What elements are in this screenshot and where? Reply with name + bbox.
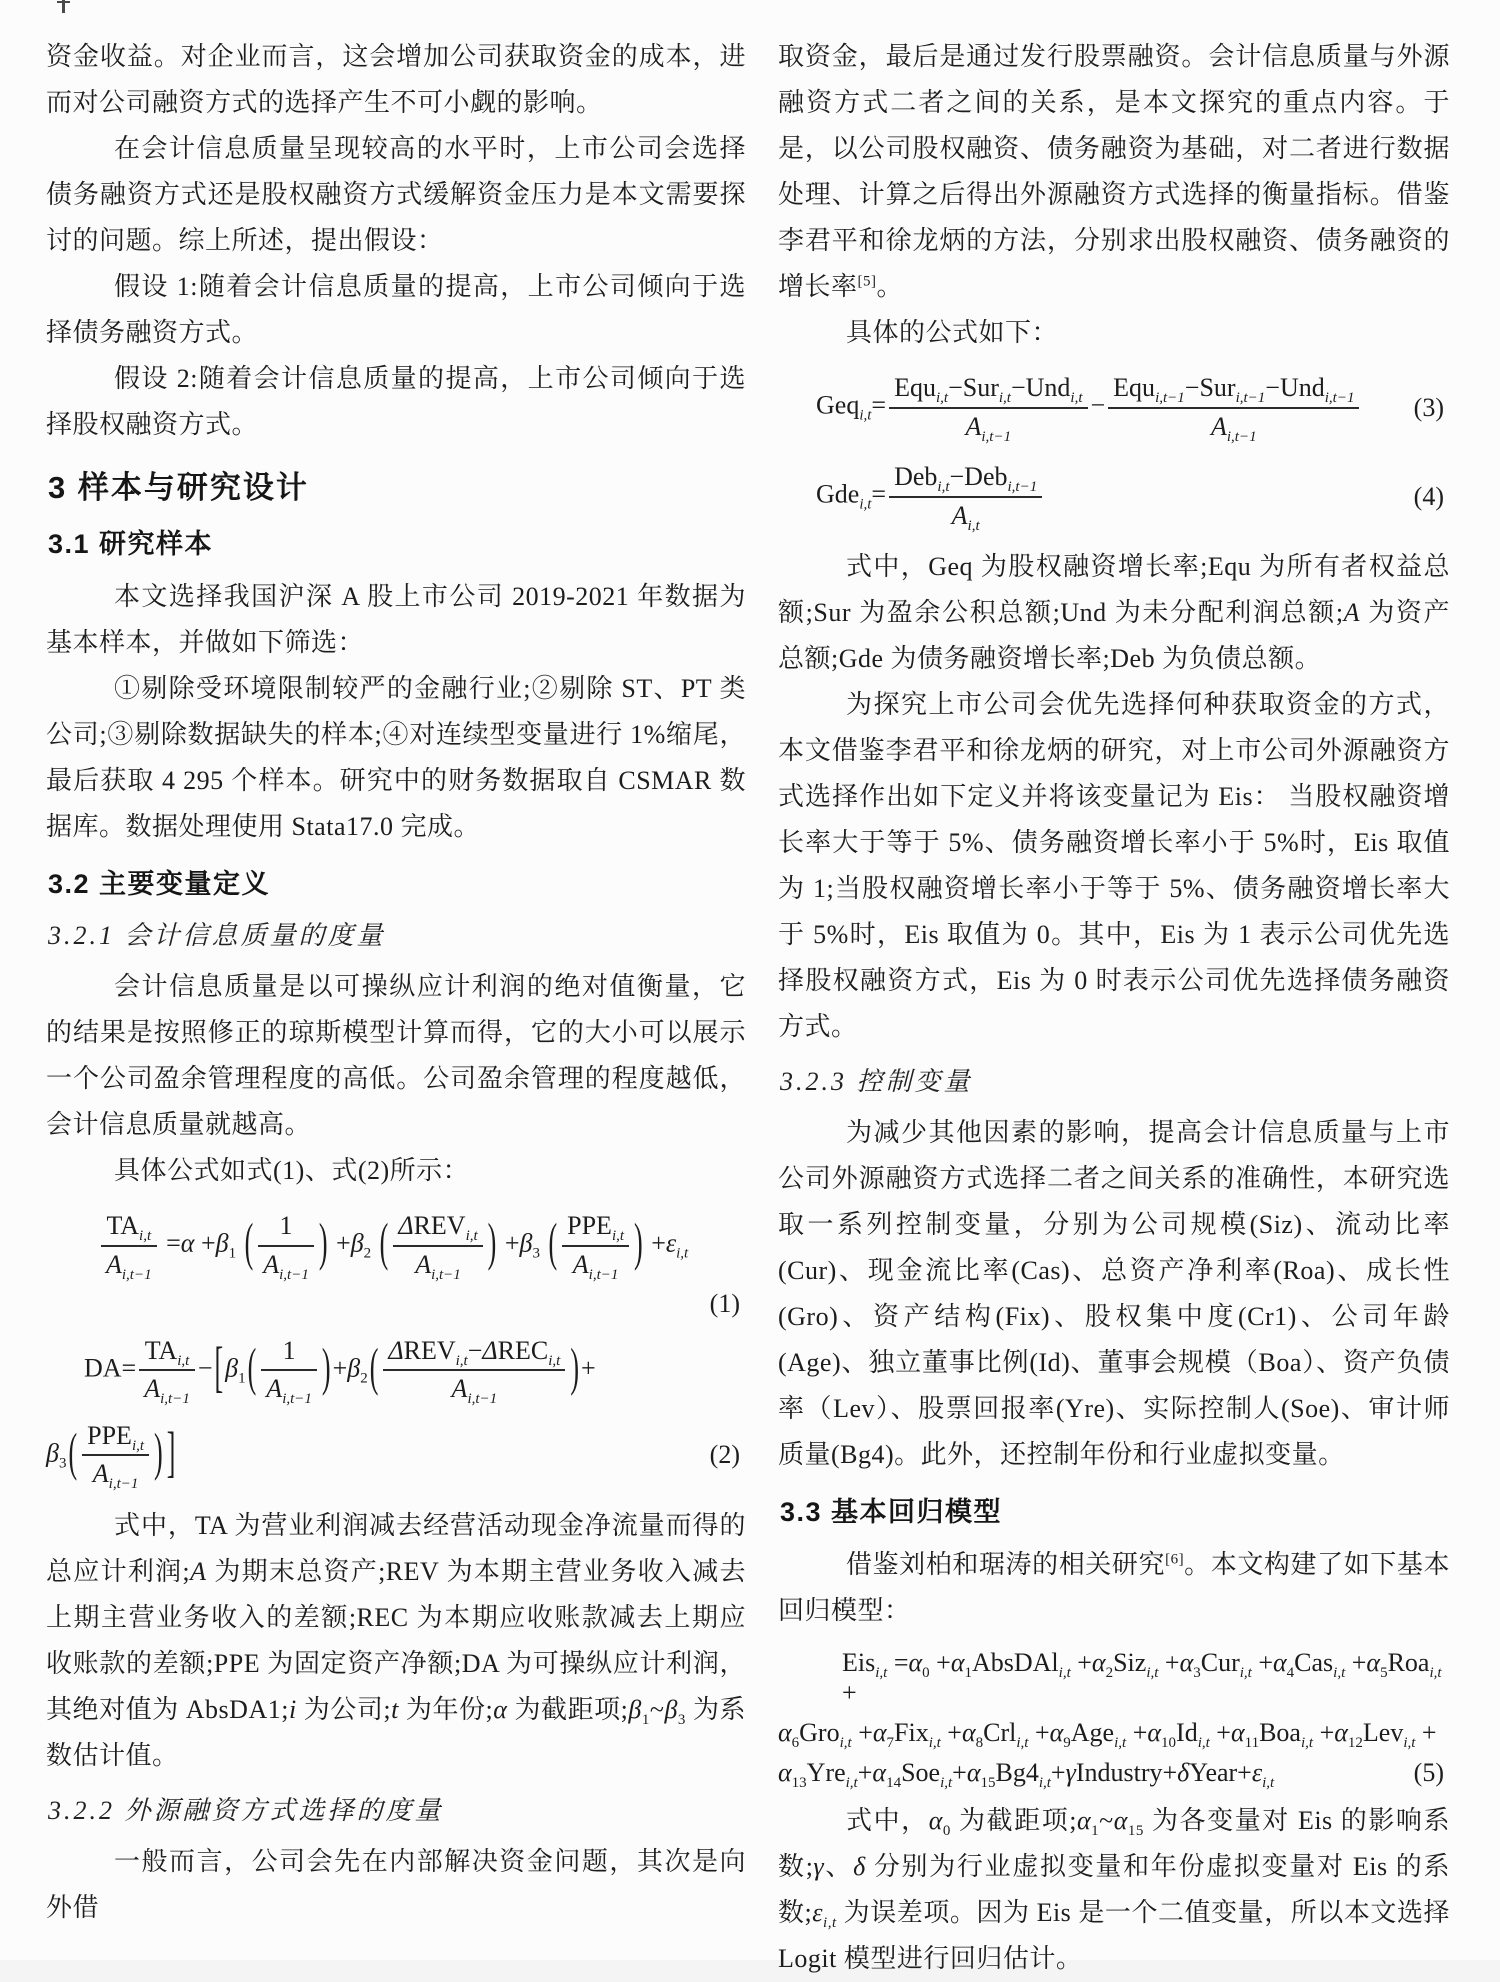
para-model-variable-definitions: 式中，$\alpha_0$ 为截距项$;\alpha_1\sim\alpha_{15}$ 为各变量对 Eis 的影响系数;γ、δ 分别为行业虚拟变量和年份虚拟变量对 Eis 的系数$;\varepsilon_{i,t}$ 为误差项。因为 Eis 是一个二值变量，所以本文选择 Logit 模型进行回归估计。 bbox=[778, 1805, 1450, 1973]
formula-5-expression-line3: $\alpha_{13}Yre_{i,t}+\alpha_{14}Soe_{i,t}+\alpha_{15}Bg4_{i,t}+\gamma Industry+\delta Year+\varepsilon_{i,t}$ bbox=[778, 1757, 1275, 1791]
two-column-layout bbox=[46, 34, 1450, 1982]
formula-5-number: (5) bbox=[1413, 1757, 1444, 1787]
para-eis-definition: 为探究上市公司会优先选择何种获取资金的方式，本文借鉴李君平和徐龙炳的研究，对上市公司外源融资方式选择作出如下定义并将该变量记为 Eis： 当股权融资增长率大于等于 5%、债务融资增长率小于 5%时，Eis 取值为 1;当股权融资增长率小于等于 5%、债务融资增长率大于 5%时，Eis 取值为 0。其中，Eis 为 1 表示公司优先选择股权融资方式，Eis 为 0 时表示公司优先选择债务融资方式。 bbox=[778, 690, 1450, 1041]
para-financing-order-continued: 取资金，最后是通过发行股票融资。会计信息质量与外源融资方式二者之间的关系，是本文探究的重点内容。于是，以公司股权融资、债务融资为基础，对二者进行数据处理、计算之后得出外源融资方式选择的衡量指标。借鉴李君平和徐龙炳的方法，分别求出股权融资、债务融资的增长率[5]。 bbox=[778, 42, 1450, 301]
para-formula34-variable-definitions: 式中，Geq 为股权融资增长率;Equ 为所有者权益总额;Sur 为盈余公积总额;Und 为未分配利润总额;A 为资产总额;Gde 为债务融资增长率;Deb 为负债总额。 bbox=[778, 552, 1450, 673]
para-hypothesis-2: 假设 2:随着会计信息质量的提高，上市公司倾向于选择股权融资方式。 bbox=[46, 364, 746, 439]
formula-1-expression: $TA_{i,t}$ $A_{i,t-1}$ $=\alpha +\beta_1$ ( $\frac{1}{A_{i,t-1}}$ ) $+\beta_2$ ( $\Delta REV_{i,t}$ $A_{i,t-1}$ ) $+\beta_3$ ( $PPE_{i,t}$ $A_{i,t-1}$ ) $+\varepsilon_{i,t}$ bbox=[46, 1208, 746, 1283]
right-column bbox=[778, 34, 1450, 1982]
formula-5-expression-line1: $Eis_{i,t} =\alpha_0$ $+\alpha_1AbsDAl_{i,t} +\alpha_2Siz_{i,t} +\alpha_3Cur_{i,t} +\alpha_4Cas_{i,t} +\alpha_5Roa_{i,t}$ + bbox=[842, 1648, 1442, 1707]
heading-3-3-regression-model: 3.3 基本回归模型 bbox=[780, 1497, 1003, 1527]
heading-3-2-2-external-financing-measure: 3.2.2 外源融资方式选择的度量 bbox=[48, 1795, 444, 1825]
formula-4 bbox=[778, 459, 1450, 534]
para-intro-continued: 资金收益。对企业而言，这会增加公司获取资金的成本，进而对公司融资方式的选择产生不可小觑的影响。 bbox=[46, 42, 746, 117]
heading-section-3: 3 样本与研究设计 bbox=[48, 470, 309, 505]
formula-1 bbox=[46, 1208, 746, 1319]
para-hypothesis-1: 假设 1:随着会计信息质量的提高，上市公司倾向于选择债务融资方式。 bbox=[46, 272, 746, 347]
formula-5-expression-line2: $\alpha_6Gro_{i,t} +\alpha_7Fix_{i,t} +\alpha_8Crl_{i,t} +\alpha_9Age_{i,t} +\alpha_{10}Id_{i,t} +\alpha_{11}Boa_{i,t} +\alpha_{12}Lev_{i,t}$ + bbox=[778, 1717, 1437, 1751]
formula-4-number: (4) bbox=[1413, 481, 1444, 511]
formula-3-expression: Geq$_{i,t}$= Equ$_{i,t}$−Sur$_{i,t}$−Und$_{i,t}$ $A_{i,t-1}$ − Equ$_{i,t-1}$−Sur$_{i,t-1}$−Und$_{i,t-1}$ $A_{i,t-1}$ bbox=[778, 370, 1362, 445]
scan-corner-mark bbox=[62, 0, 65, 13]
para-formula-variable-definitions: 式中，TA 为营业利润减去经营活动现金净流量而得的总应计利润;A 为期末总资产;REV 为本期主营业务收入减去上期主营业务收入的差额;REC 为本期应收账款减去上期应收账款的差额;PPE 为固定资产净额;DA 为可操纵应计利润， 其绝对值为 AbsDA1;i 为公司;t 为年份;α 为截距项$;\beta_1\sim\beta_3$ 为系数估计值。 bbox=[46, 1510, 746, 1770]
para-hypothesis-lead: 在会计信息质量呈现较高的水平时，上市公司会选择债务融资方式还是股权融资方式缓解资金压力是本文需要探讨的问题。综上所述，提出假设： bbox=[46, 134, 746, 255]
para-external-financing-intro: 一般而言，公司会先在内部解决资金问题，其次是向外借 bbox=[46, 1846, 746, 1922]
para-sample-filters: ①剔除受环境限制较严的金融行业;②剔除 ST、PT 类公司;③剔除数据缺失的样本;④对连续型变量进行 1%缩尾，最后获取 4 295 个样本。研究中的财务数据取自 CSMAR 数据库。数据处理使用 Stata17.0 完成。 bbox=[46, 674, 746, 841]
para-model-intro: 借鉴刘柏和琚涛的相关研究[6]。本文构建了如下基本回归模型： bbox=[778, 1550, 1450, 1625]
para-formula-lead: 具体的公式如下： bbox=[846, 318, 1059, 347]
para-control-variables: 为减少其他因素的影响，提高会计信息质量与上市公司外源融资方式选择二者之间关系的准确性，本研究选取一系列控制变量，分别为公司规模(Siz)、流动比率(Cur)、现金流比率(Cas)、总资产净利率(Roa)、成长性(Gro)、资产结构(Fix)、股权集中度(Cr1)、公司年龄(Age)、独立董事比例(Id)、董事会规模（Boa）、资产负债率（Lev）、股票回报率(Yre)、实际控制人(Soe)、审计师质量(Bg4)。此外，还控制年份和行业虚拟变量。 bbox=[778, 1118, 1450, 1469]
formula-3-number: (3) bbox=[1413, 392, 1444, 422]
para-formula-intro: 具体公式如式(1)、式(2)所示： bbox=[114, 1156, 470, 1185]
formula-4-expression: Gde$_{i,t}$= Deb$_{i,t}$−Deb$_{i,t-1}$ $A_{i,t}$ bbox=[778, 459, 1045, 534]
formula-2 bbox=[46, 1333, 746, 1493]
formula-2-number: (2) bbox=[709, 1440, 740, 1470]
formula-1-number: (1) bbox=[709, 1289, 740, 1318]
para-accounting-quality: 会计信息质量是以可操纵应计利润的绝对值衡量，它的结果是按照修正的琼斯模型计算而得，它的大小可以展示一个公司盈余管理程度的高低。公司盈余管理的程度越低，会计信息质量就越高。 bbox=[46, 972, 746, 1139]
formula-2-expression-line1: DA= $TA_{i,t}$ $A_{i,t-1}$ $-[\beta_1$( $\frac{1}{A_{i,t-1}}$ )$+\beta_2$( $\Delta REV_{i,t}-\Delta REC_{i,t}$ $A_{i,t-1}$ )+ bbox=[84, 1335, 596, 1408]
formula-3 bbox=[778, 370, 1450, 445]
heading-3-2-3-control-variables: 3.2.3 控制变量 bbox=[780, 1067, 973, 1096]
heading-3-2-variable-definitions: 3.2 主要变量定义 bbox=[48, 869, 271, 899]
formula-5 bbox=[778, 1648, 1450, 1791]
para-sample-selection: 本文选择我国沪深 A 股上市公司 2019-2021 年数据为基本样本，并做如下筛选： bbox=[46, 582, 746, 657]
left-column bbox=[46, 34, 746, 1931]
formula-2-expression-line2: $\beta_3$( $PPE_{i,t}$ $A_{i,t-1}$ ) ] bbox=[46, 1420, 176, 1493]
heading-3-2-1-accounting-quality-measure: 3.2.1 会计信息质量的度量 bbox=[48, 921, 386, 950]
heading-3-1-research-sample: 3.1 研究样本 bbox=[48, 529, 214, 559]
